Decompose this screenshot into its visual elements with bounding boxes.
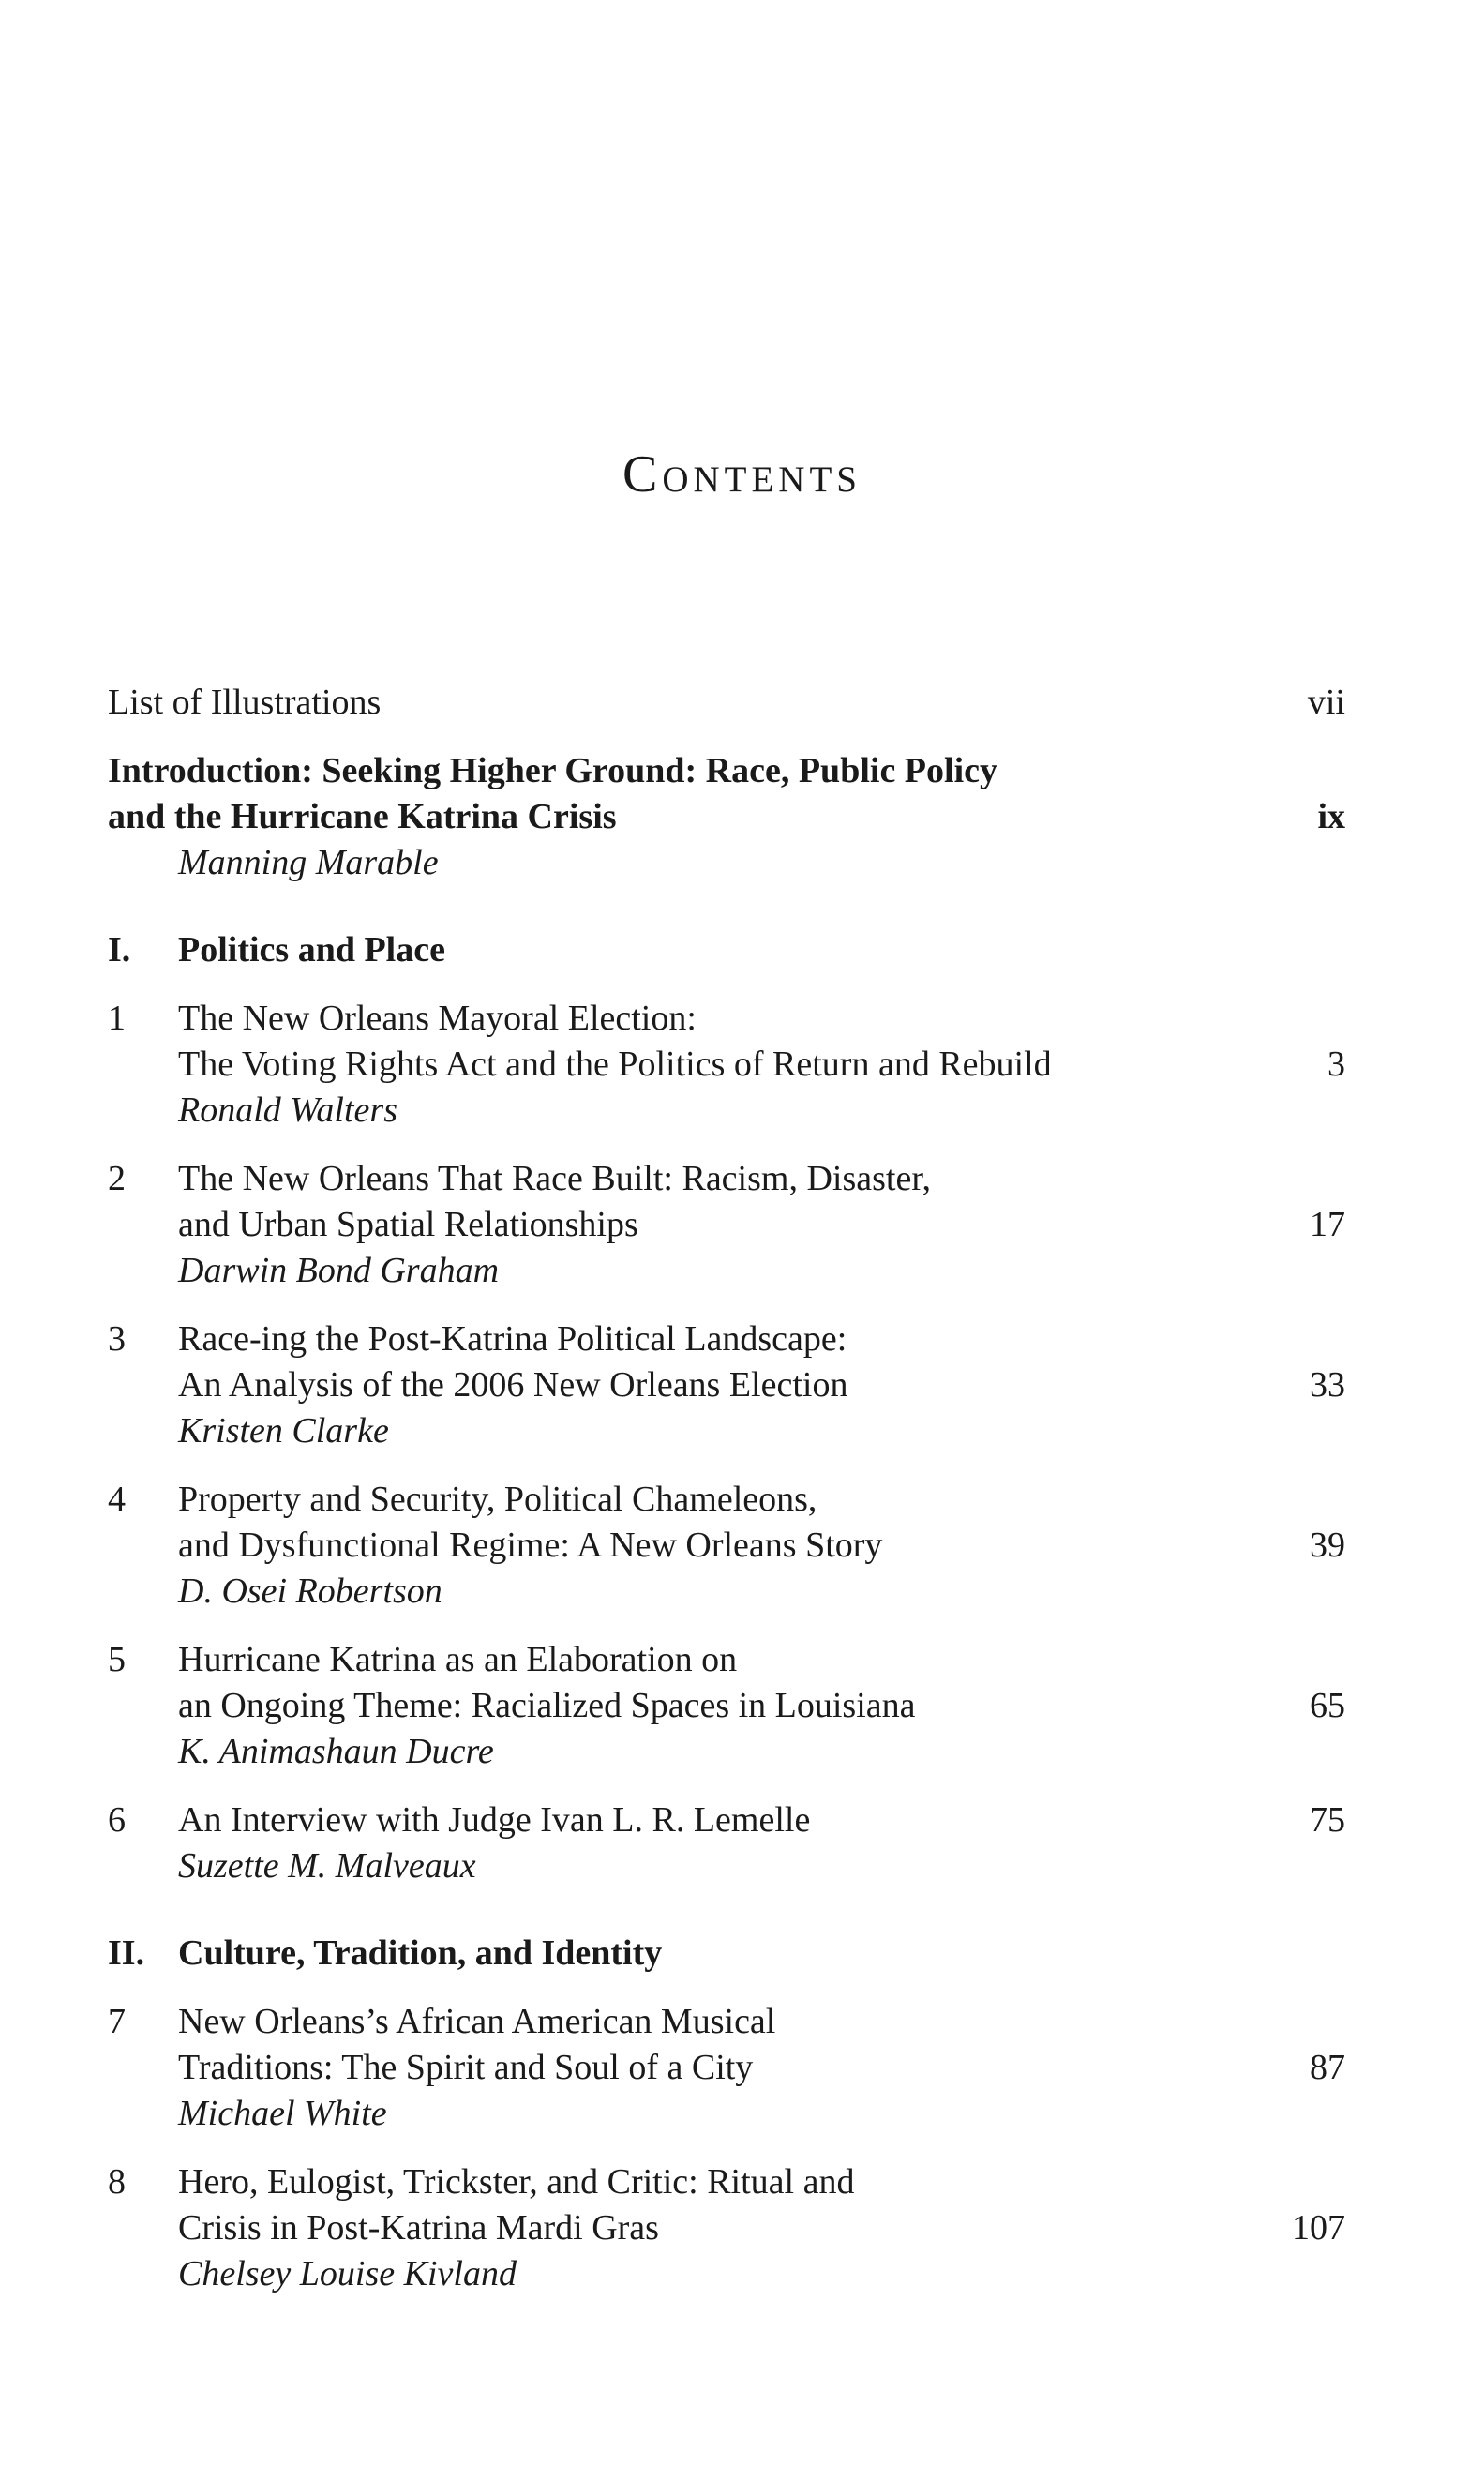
toc-entry-title-line1: The New Orleans Mayoral Election: bbox=[178, 999, 697, 1038]
toc-entry-author: D. Osei Robertson bbox=[178, 1571, 442, 1611]
toc-entry-author: Ronald Walters bbox=[178, 1090, 397, 1130]
toc-entry-page: 39 bbox=[1310, 1526, 1345, 1565]
toc-entry-page: ix bbox=[1317, 797, 1345, 836]
chapter-number: 8 bbox=[108, 2162, 126, 2202]
toc-entry-page: 17 bbox=[1310, 1205, 1345, 1244]
toc-entry-title-line1: Race-ing the Post-Katrina Political Landscape: bbox=[178, 1319, 847, 1359]
toc-entry-title: List of Illustrations bbox=[108, 683, 382, 722]
chapter-number: 5 bbox=[108, 1640, 126, 1679]
toc-entry-title-line2: Traditions: The Spirit and Soul of a City bbox=[178, 2048, 754, 2087]
toc-entry-page: vii bbox=[1307, 683, 1345, 722]
toc-entry-author: Darwin Bond Graham bbox=[178, 1251, 500, 1290]
toc-entry-page: 33 bbox=[1310, 1365, 1345, 1405]
chapter-number: 4 bbox=[108, 1480, 126, 1519]
part-title: Politics and Place bbox=[178, 930, 445, 970]
chapter-number: 3 bbox=[108, 1319, 126, 1359]
toc-entry-author: Manning Marable bbox=[178, 843, 439, 882]
toc-entry-author: Kristen Clarke bbox=[178, 1411, 389, 1451]
toc-entry-title-line1: New Orleans’s African American Musical bbox=[178, 2002, 776, 2041]
toc-entry-page: 75 bbox=[1310, 1800, 1345, 1840]
toc-entry-title-line1: An Interview with Judge Ivan L. R. Lemelle bbox=[178, 1800, 811, 1840]
toc-entry-title-line2: and Urban Spatial Relationships bbox=[178, 1205, 638, 1244]
chapter-number: 7 bbox=[108, 2002, 126, 2041]
toc-entry-title-line1: Hero, Eulogist, Trickster, and Critic: Ritual and bbox=[178, 2162, 855, 2202]
toc-entry-title-line2: Crisis in Post-Katrina Mardi Gras bbox=[178, 2208, 659, 2248]
toc-entry-author: Suzette M. Malveaux bbox=[178, 1846, 476, 1886]
toc-entry-title-line1: Hurricane Katrina as an Elaboration on bbox=[178, 1640, 738, 1679]
toc-entry-title-line1: Property and Security, Political Chameleons, bbox=[178, 1480, 817, 1519]
chapter-number: 2 bbox=[108, 1159, 126, 1198]
toc-entry-title-line1: The New Orleans That Race Built: Racism, Disaster, bbox=[178, 1159, 931, 1198]
toc-entry-page: 107 bbox=[1292, 2208, 1345, 2248]
toc-entry-author: K. Animashaun Ducre bbox=[178, 1732, 494, 1771]
toc-entry-title-line2: and Dysfunctional Regime: A New Orleans Story bbox=[178, 1526, 883, 1565]
toc-entry-author: Michael White bbox=[178, 2094, 387, 2133]
toc-entry-title-line2: An Analysis of the 2006 New Orleans Election bbox=[178, 1365, 848, 1405]
part-title: Culture, Tradition, and Identity bbox=[178, 1933, 663, 1973]
chapter-number: 1 bbox=[108, 999, 126, 1038]
chapter-number: 6 bbox=[108, 1800, 126, 1840]
toc-entry-page: 65 bbox=[1310, 1686, 1345, 1725]
toc-entry-title-line2: an Ongoing Theme: Racialized Spaces in Louisiana bbox=[178, 1686, 916, 1725]
toc-entry-title-line1: Introduction: Seeking Higher Ground: Race, Public Policy bbox=[108, 751, 997, 790]
part-number: I. bbox=[108, 930, 131, 970]
toc-entry-title-line2: The Voting Rights Act and the Politics of Return and Rebuild bbox=[178, 1045, 1052, 1084]
toc-entry-page: 87 bbox=[1310, 2048, 1345, 2087]
toc-entry-title-line2: and the Hurricane Katrina Crisis bbox=[108, 797, 617, 836]
part-number: II. bbox=[108, 1933, 145, 1973]
toc-entry-page: 3 bbox=[1327, 1045, 1345, 1084]
page-title: Contents bbox=[622, 445, 862, 504]
toc-entry-author: Chelsey Louise Kivland bbox=[178, 2254, 517, 2293]
